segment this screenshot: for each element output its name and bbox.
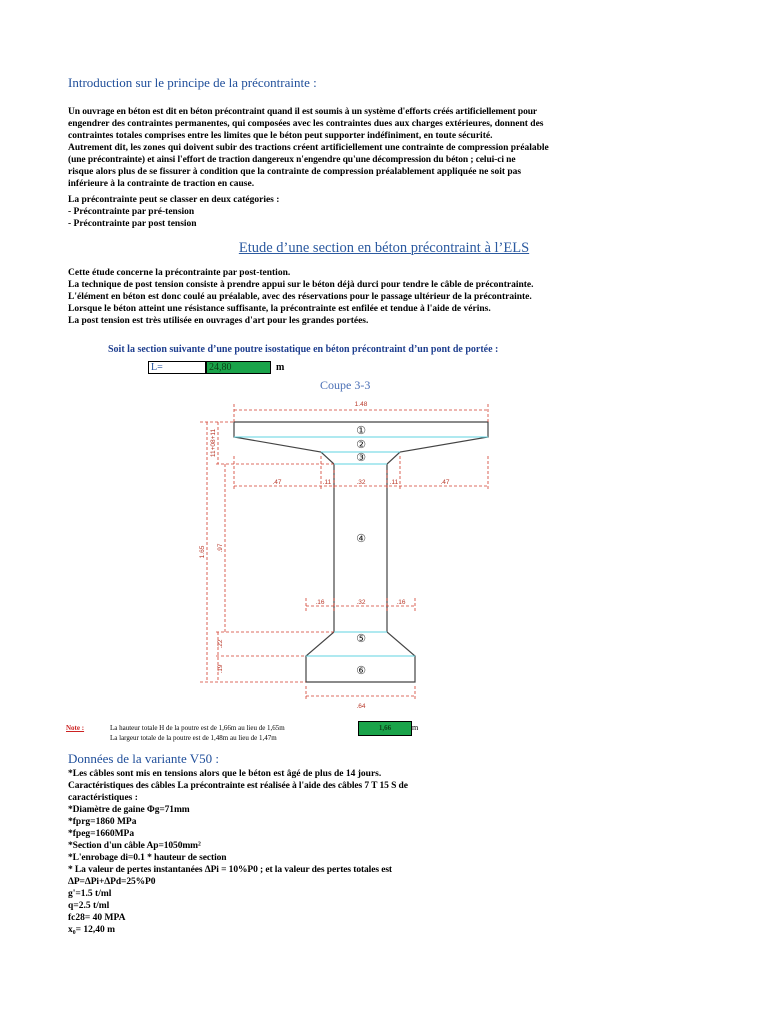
note-unit: m bbox=[412, 723, 419, 732]
dim-web-top: .32 bbox=[356, 479, 366, 486]
dim-bottom-width: .64 bbox=[356, 703, 366, 710]
variant-title: Données de la variante V50 : bbox=[68, 751, 220, 766]
variant-line: g'=1.5 t/ml bbox=[68, 889, 112, 899]
dim-bottom-left: .16 bbox=[315, 599, 325, 606]
intro-line: inférieure à la contrainte de traction en cause. bbox=[68, 179, 255, 189]
intro-title: Introduction sur le principe de la précontrainte : bbox=[68, 75, 317, 90]
variant-line: x₀= 12,40 m bbox=[68, 925, 116, 935]
zone-label: ① bbox=[356, 425, 366, 437]
span-label-cell: L= bbox=[148, 361, 206, 374]
dim-web-height: .97 bbox=[217, 543, 224, 553]
variant-line: *Les câbles sont mis en tensions alors que le béton est âgé de plus de 14 jours. bbox=[68, 769, 382, 779]
zone-label: ② bbox=[356, 439, 366, 451]
note-line: La hauteur totale H de la poutre est de 1,66m au lieu de 1,65m bbox=[110, 724, 285, 732]
categories-line: - Précontrainte par pré-tension bbox=[68, 207, 195, 217]
study-line: Cette étude concerne la précontrainte par post-tention. bbox=[68, 268, 291, 278]
dim-web-bottom: .32 bbox=[356, 599, 366, 606]
dim-total-height: 1.65 bbox=[199, 545, 206, 559]
variant-line: q=2.5 t/ml bbox=[68, 901, 110, 911]
zone-label: ③ bbox=[356, 452, 366, 464]
dim-flange-right: .47 bbox=[440, 479, 450, 486]
intro-line: risque alors plus de se fissurer à condition que la contrainte de compression préalablement appliquée ne soit pas bbox=[68, 167, 522, 177]
variant-line: fc28= 40 MPA bbox=[68, 913, 126, 923]
note-line: La largeur totale de la poutre est de 1,48m au lieu de 1,47m bbox=[110, 734, 277, 742]
dim-bottom-haunch-height: .22 bbox=[217, 639, 224, 649]
zone-label: ⑤ bbox=[356, 633, 366, 645]
variant-line: *Section d'un câble Ap=1050mm² bbox=[68, 841, 201, 851]
categories-line: La précontrainte peut se classer en deux catégories : bbox=[68, 195, 280, 205]
dim-haunch-left: .11 bbox=[322, 479, 332, 486]
beam-heading: Soit la section suivante d’une poutre isostatique en béton précontraint d’un pont de portée : bbox=[108, 344, 499, 355]
dim-top-stack: 11+08+11 bbox=[210, 428, 217, 458]
study-line: Lorsque le béton atteint une résistance suffisante, la précontrainte est enfilée et tendue à l'aide de vérins. bbox=[68, 304, 491, 314]
span-value-cell[interactable]: 24,80 bbox=[206, 361, 271, 374]
study-line: La post tension est très utilisée en ouvrages d'art pour les grandes portées. bbox=[68, 316, 369, 326]
section-title: Etude d’une section en béton précontraint à l’ELS bbox=[238, 240, 530, 256]
variant-line: caractéristiques : bbox=[68, 793, 138, 803]
intro-line: Un ouvrage en béton est dit en béton précontraint quand il est soumis à un système d'efforts créés artificiellement pour bbox=[68, 107, 538, 117]
intro-paragraph bbox=[68, 106, 588, 190]
variant-line: * La valeur de pertes instantanées ΔPi = 10%P0 ; et la valeur des pertes totales est bbox=[68, 865, 392, 875]
dim-bottom-flange-height: .19 bbox=[217, 664, 224, 674]
study-paragraph bbox=[68, 267, 588, 327]
categories-line: - Précontrainte par post tension bbox=[68, 219, 197, 229]
variant-data-list bbox=[68, 768, 408, 936]
zone-divider-lines bbox=[234, 437, 488, 656]
dim-bottom-right: .16 bbox=[396, 599, 406, 606]
intro-line: contraintes totales comprises entre les limites que le béton peut supporter indéfiniment, en toute sécurité. bbox=[68, 131, 493, 141]
dim-top-width: 1.48 bbox=[354, 401, 368, 408]
intro-line: Autrement dit, les zones qui doivent subir des tractions créent artificiellement une contrainte de compression préalable bbox=[68, 143, 549, 153]
note-label: Note : bbox=[66, 724, 85, 732]
study-line: L'élément en béton est donc coulé au préalable, avec des réservations pour le passage ultérieur de la précontrainte. bbox=[68, 292, 532, 302]
variant-line: *L'enrobage di=0.1 * hauteur de section bbox=[68, 853, 227, 863]
note-value-cell[interactable]: 1,66 bbox=[358, 721, 412, 736]
zone-label: ④ bbox=[356, 533, 366, 545]
variant-line: Caractéristiques des câbles La précontrainte est réalisée à l'aide des câbles 7 T 15 S de bbox=[68, 781, 408, 791]
dim-flange-left: .47 bbox=[272, 479, 282, 486]
variant-line: *Diamètre de gaine Φg=71mm bbox=[68, 805, 190, 815]
intro-line: (une précontrainte) et ainsi l'effort de traction dangereux n'engendre qu'une décompression du béton ; celui-ci ne bbox=[68, 155, 516, 165]
intro-line: engendrer des contraintes permanentes, qui composées avec les contraintes dues aux charges extérieures, donnent des bbox=[68, 119, 544, 129]
zone-label: ⑥ bbox=[356, 665, 366, 677]
variant-line: ΔP=ΔPi+ΔPd=25%P0 bbox=[68, 877, 156, 887]
beam-cross-section bbox=[180, 390, 520, 720]
variant-line: *fpeg=1660MPa bbox=[68, 829, 135, 839]
span-unit: m bbox=[276, 362, 285, 373]
categories-list bbox=[68, 194, 588, 230]
figure-caption: Coupe 3-3 bbox=[320, 378, 371, 392]
study-line: La technique de post tension consiste à prendre appui sur le béton déjà durci pour tendre le câble de précontrainte. bbox=[68, 280, 534, 290]
dim-haunch-right: .11 bbox=[389, 479, 399, 486]
variant-line: *fprg=1860 MPa bbox=[68, 817, 137, 827]
